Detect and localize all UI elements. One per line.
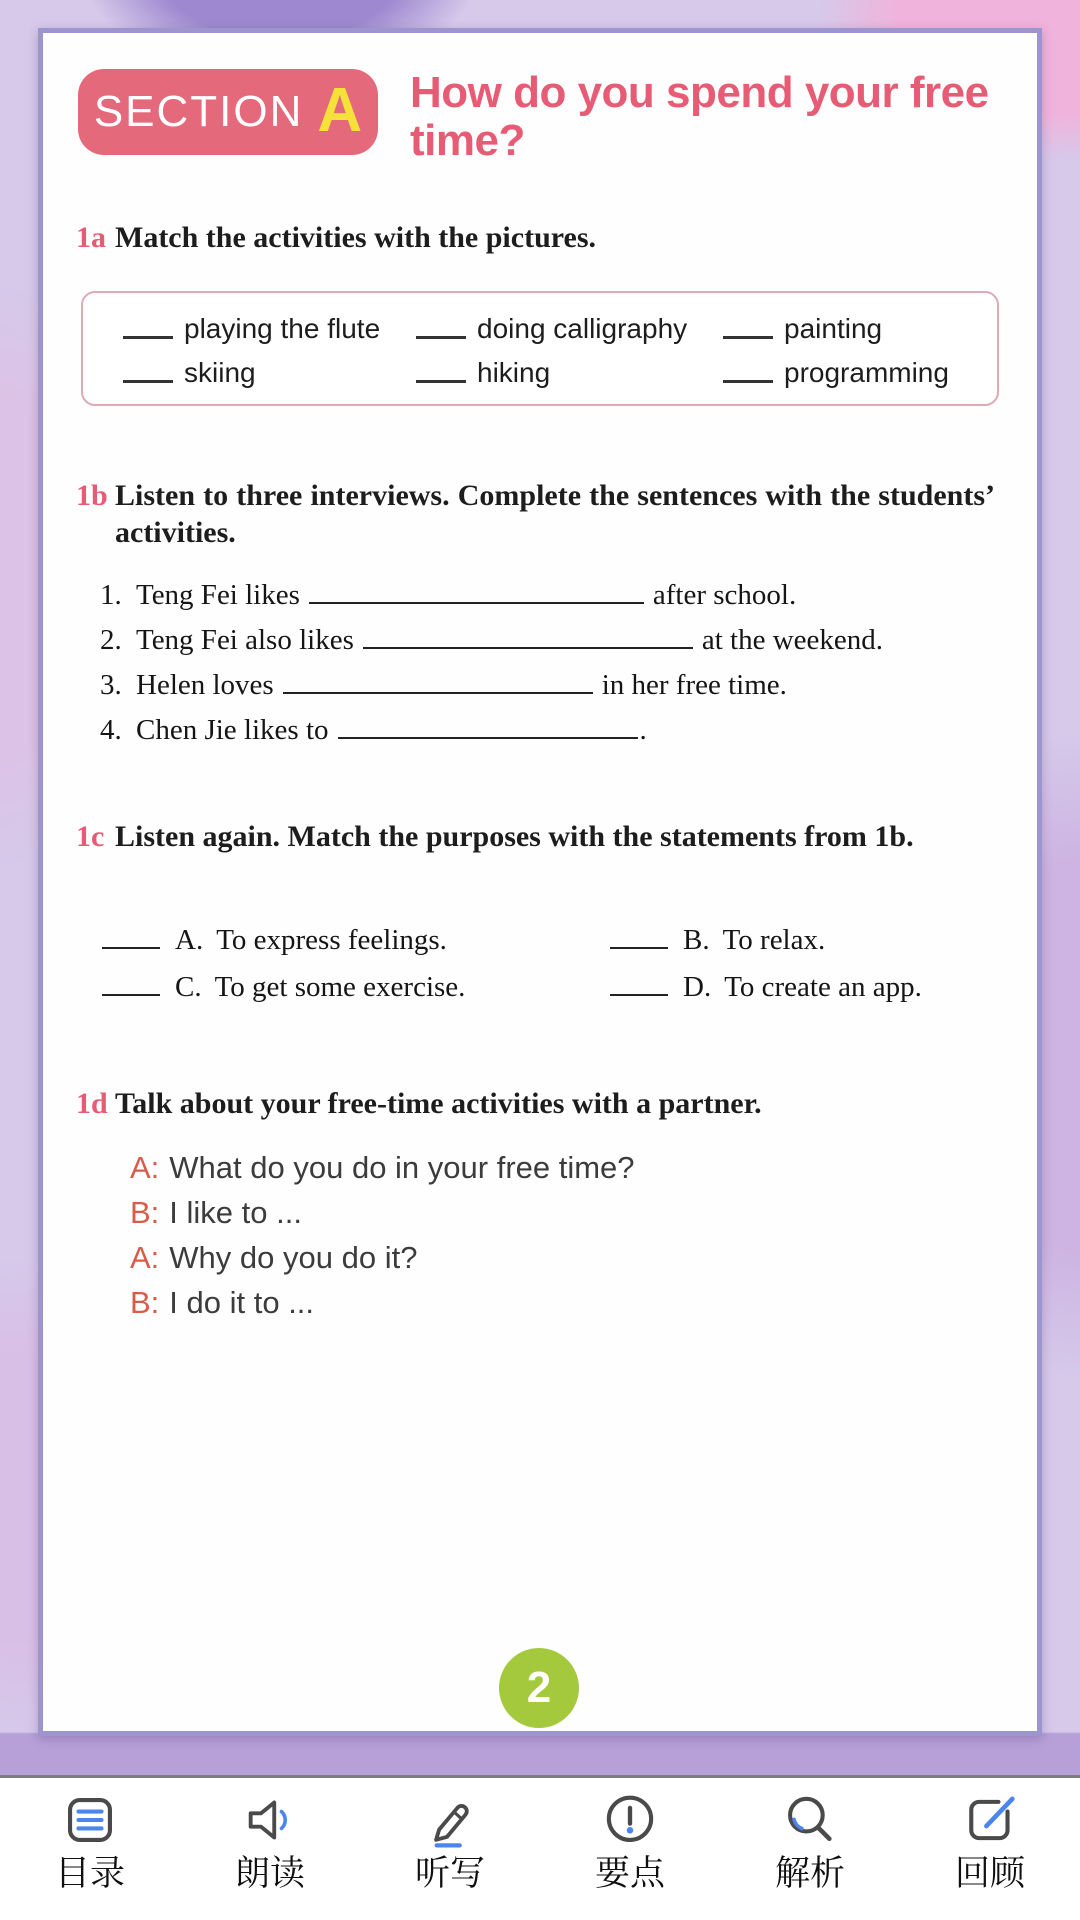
contents-label: 目录 xyxy=(54,1854,125,1893)
sentence-text: after school. xyxy=(652,579,797,611)
dialogue-line xyxy=(130,1235,635,1280)
sentence-number: 3. xyxy=(100,669,122,701)
activity-label: skiing xyxy=(184,357,256,388)
dialogue-line xyxy=(130,1280,635,1325)
options-row xyxy=(102,917,922,964)
exercise-1c-heading xyxy=(76,818,998,855)
option-item xyxy=(102,971,610,1004)
dialogue-speaker: B: xyxy=(130,1285,160,1320)
activity-item xyxy=(723,313,882,345)
read-aloud-label: 朗读 xyxy=(234,1854,305,1893)
page-number-badge: 2 xyxy=(499,1648,579,1728)
sentence-number: 1. xyxy=(100,579,122,611)
key-points-button[interactable] xyxy=(540,1778,720,1920)
answer-blank xyxy=(102,980,160,996)
option-text: To relax. xyxy=(722,924,826,956)
options-row xyxy=(102,964,922,1011)
dialogue-speaker: B: xyxy=(130,1195,160,1230)
exercise-1b-tag: 1b xyxy=(76,479,108,512)
key-points-label: 要点 xyxy=(594,1854,665,1893)
analysis-icon xyxy=(781,1791,839,1849)
sentence-text: Teng Fei also likes xyxy=(136,624,354,656)
page-title: How do you spend your free time? xyxy=(410,68,989,165)
sentence-text: in her free time. xyxy=(601,669,787,701)
section-badge xyxy=(78,69,378,155)
activity-label: playing the flute xyxy=(184,313,381,344)
answer-blank xyxy=(610,980,668,996)
exercise-1c-tag: 1c xyxy=(76,820,105,853)
review-button[interactable] xyxy=(900,1778,1080,1920)
answer-blank xyxy=(338,723,638,739)
answer-blank xyxy=(416,320,466,339)
option-letter: A. xyxy=(175,924,204,956)
dialogue-text: I like to ... xyxy=(169,1195,302,1230)
sample-dialogue xyxy=(130,1145,635,1325)
answer-blank xyxy=(610,933,668,949)
option-text: To get some exercise. xyxy=(214,971,466,1003)
section-badge-label: SECTION xyxy=(93,87,304,136)
textbook-page xyxy=(38,28,1042,1736)
listening-sentences xyxy=(100,573,883,753)
activity-label: hiking xyxy=(477,357,551,388)
review-label: 回顾 xyxy=(954,1854,1025,1893)
activity-item xyxy=(123,357,416,389)
dialogue-speaker: A: xyxy=(130,1240,160,1275)
sentence-item xyxy=(100,663,883,708)
answer-blank xyxy=(102,933,160,949)
activity-item xyxy=(723,357,949,389)
sentence-text: at the weekend. xyxy=(701,624,884,656)
activity-item xyxy=(416,313,723,345)
sentence-item xyxy=(100,618,883,663)
exercise-1a-instruction: Match the activities with the pictures. xyxy=(115,221,597,254)
dialogue-text: What do you do in your free time? xyxy=(169,1150,635,1185)
activities-row xyxy=(123,307,997,351)
answer-blank xyxy=(309,588,644,604)
answer-blank xyxy=(723,364,773,383)
activity-item xyxy=(123,313,416,345)
activity-label: painting xyxy=(784,313,883,344)
option-item xyxy=(102,924,610,957)
section-badge-letter: A xyxy=(317,75,363,145)
exercise-1b-instruction: Listen to three interviews. Complete the sentences with the students’ activities. xyxy=(115,479,995,549)
contents-button[interactable] xyxy=(0,1778,180,1920)
option-text: To create an app. xyxy=(724,971,922,1003)
dialogue-speaker: A: xyxy=(130,1150,160,1185)
exercise-1a-tag: 1a xyxy=(76,221,106,254)
sentence-number: 4. xyxy=(100,714,122,746)
option-letter: C. xyxy=(175,971,202,1003)
activity-label: doing calligraphy xyxy=(477,313,688,344)
dialogue-text: Why do you do it? xyxy=(169,1240,418,1275)
review-icon xyxy=(961,1791,1019,1849)
dictation-label: 听写 xyxy=(414,1854,485,1893)
sentence-text: Chen Jie likes to xyxy=(136,714,329,746)
read-aloud-button[interactable] xyxy=(180,1778,360,1920)
option-letter: D. xyxy=(683,971,712,1003)
dialogue-line xyxy=(130,1190,635,1235)
exercise-1d-tag: 1d xyxy=(76,1087,108,1120)
answer-blank xyxy=(416,364,466,383)
answer-blank xyxy=(123,320,173,339)
matching-options xyxy=(102,917,922,1011)
activity-item xyxy=(416,357,723,389)
activity-label: programming xyxy=(784,357,949,388)
sentence-item xyxy=(100,708,883,753)
sentence-number: 2. xyxy=(100,624,122,656)
exercise-1c-instruction: Listen again. Match the purposes with the statements from 1b. xyxy=(115,820,914,853)
exercise-1a-heading xyxy=(76,219,1006,256)
sentence-text: Teng Fei likes xyxy=(136,579,300,611)
analysis-label: 解析 xyxy=(774,1854,845,1893)
answer-blank xyxy=(723,320,773,339)
exercise-1d-heading xyxy=(76,1085,998,1122)
option-letter: B. xyxy=(683,924,710,956)
dialogue-line xyxy=(130,1145,635,1190)
read-aloud-icon xyxy=(241,1791,299,1849)
analysis-button[interactable] xyxy=(720,1778,900,1920)
activities-row xyxy=(123,351,997,395)
dictation-button[interactable] xyxy=(360,1778,540,1920)
activities-box xyxy=(81,291,999,406)
exercise-1b-heading xyxy=(76,477,998,551)
dictation-icon xyxy=(421,1791,479,1849)
sentence-item xyxy=(100,573,883,618)
dialogue-text: I do it to ... xyxy=(169,1285,315,1320)
sentence-text: Helen loves xyxy=(136,669,274,701)
option-item xyxy=(610,971,922,1004)
option-item xyxy=(610,924,825,957)
answer-blank xyxy=(123,364,173,383)
key-points-icon xyxy=(601,1791,659,1849)
bottom-toolbar xyxy=(0,1775,1080,1920)
exercise-1d-instruction: Talk about your free-time activities with a partner. xyxy=(115,1087,762,1120)
sentence-text: . xyxy=(639,714,647,746)
answer-blank xyxy=(363,633,693,649)
contents-icon xyxy=(61,1791,119,1849)
answer-blank xyxy=(283,678,593,694)
option-text: To express feelings. xyxy=(216,924,447,956)
